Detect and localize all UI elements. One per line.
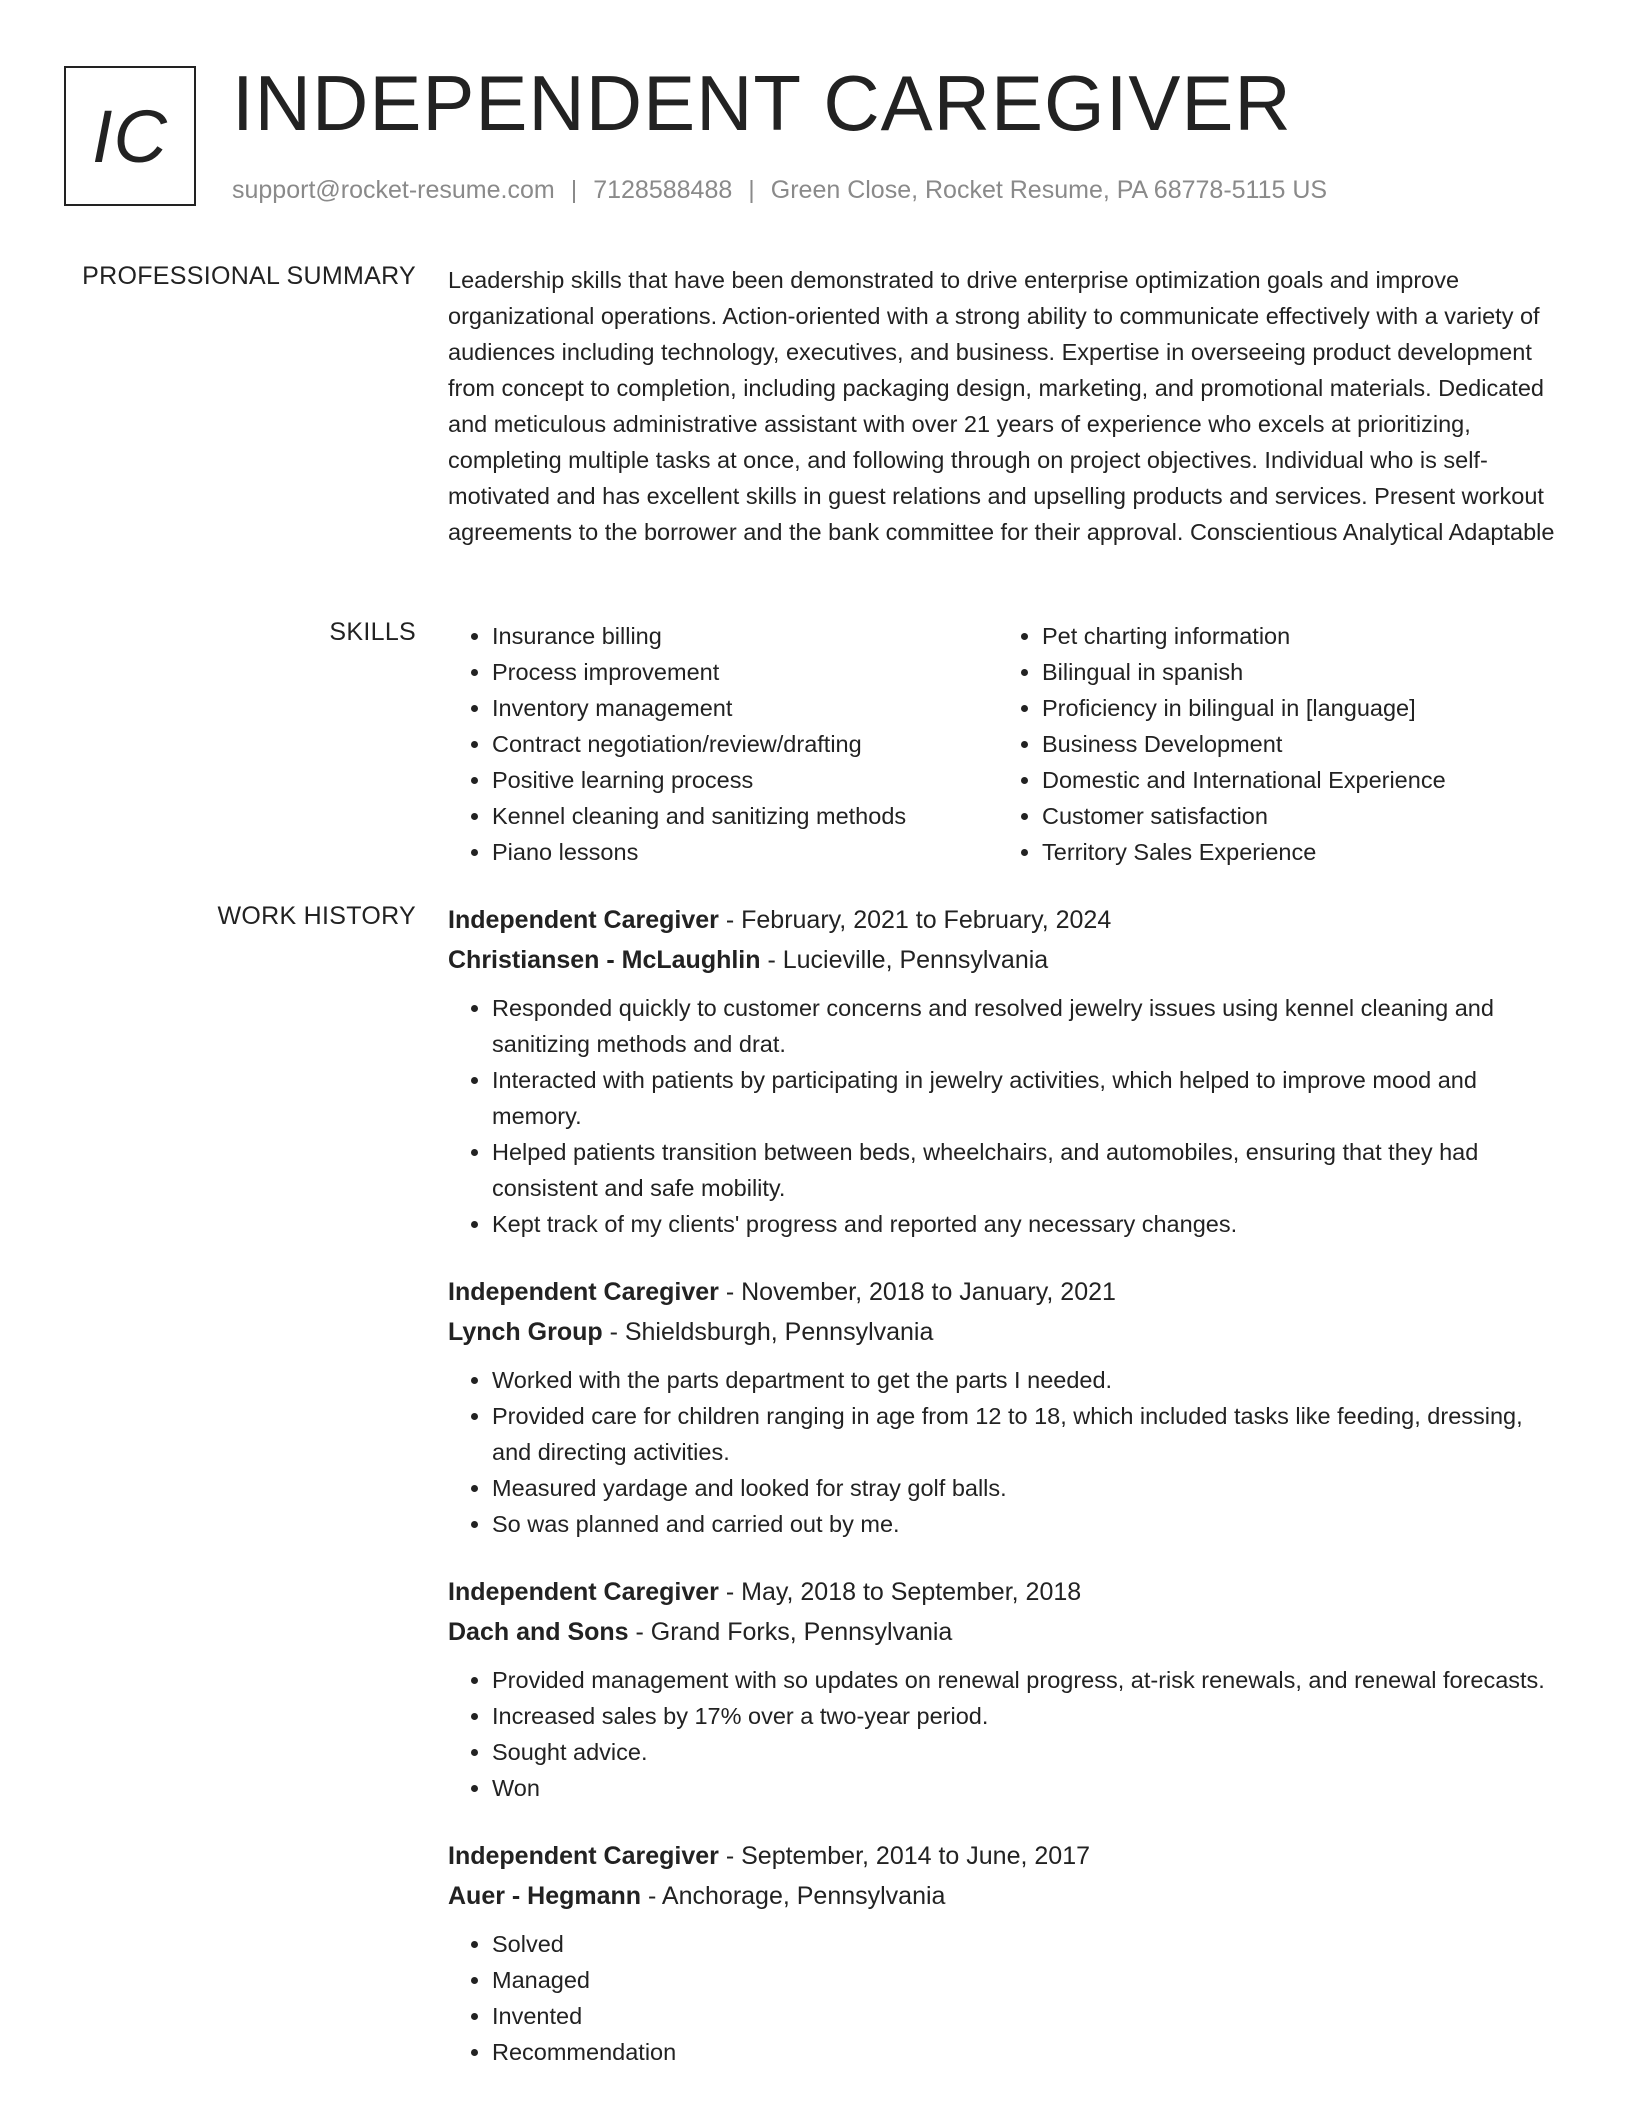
job-title: Independent Caregiver [448, 1278, 719, 1306]
job-company-line [448, 1312, 1568, 1352]
skill-item: • Pet charting information [1042, 618, 1548, 654]
skill-item: • Customer satisfaction [1042, 798, 1548, 834]
skill-item: • Process improvement [492, 654, 998, 690]
job-bullet: • Measured yardage and looked for stray golf balls. [492, 1470, 1568, 1506]
job-company: Auer - Hegmann [448, 1882, 642, 1910]
contact-email[interactable]: support@rocket-resume.com [232, 176, 555, 204]
job-bullet: • Solved [492, 1926, 1568, 1962]
job-title-line [448, 1836, 1568, 1876]
job-location: - Lucieville, Pennsylvania [760, 946, 1049, 974]
job-entry [448, 900, 1568, 1242]
job-title-line [448, 1272, 1568, 1312]
resume-name: INDEPENDENT CAREGIVER [232, 59, 1292, 147]
job-bullet: • Helped patients transition between beds, wheelchairs, and automobiles, ensuring that they had consistent and safe mobility. [492, 1134, 1568, 1206]
job-dates: - February, 2021 to February, 2024 [718, 906, 1112, 934]
skill-item: • Bilingual in spanish [1042, 654, 1548, 690]
skill-item: • Piano lessons [492, 834, 998, 870]
monogram-initials: IC [92, 94, 168, 178]
job-bullet: • Responded quickly to customer concerns and resolved jewelry issues using kennel cleaning and sanitizing methods and drat. [492, 990, 1568, 1062]
job-bullets [448, 1926, 1568, 2070]
skill-item: • Contract negotiation/review/drafting [492, 726, 998, 762]
job-company-line [448, 940, 1568, 980]
skill-item: • Inventory management [492, 690, 998, 726]
job-location: - Shieldsburgh, Pennsylvania [602, 1318, 934, 1346]
skill-item: • Positive learning process [492, 762, 998, 798]
job-bullet: • So was planned and carried out by me. [492, 1506, 1568, 1542]
work-history-label: WORK HISTORY [217, 902, 416, 930]
monogram-badge [64, 66, 196, 206]
contact-phone[interactable]: 7128588488 [593, 176, 733, 204]
work-history-body [448, 900, 1568, 2100]
job-bullet: • Interacted with patients by participating in jewelry activities, which helped to improve mood and memory. [492, 1062, 1568, 1134]
job-company: Dach and Sons [448, 1618, 629, 1646]
job-bullets [448, 990, 1568, 1242]
skill-item: • Insurance billing [492, 618, 998, 654]
job-bullet: • Increased sales by 17% over a two-year period. [492, 1698, 1568, 1734]
job-company-line [448, 1876, 1568, 1916]
job-dates: - September, 2014 to June, 2017 [718, 1842, 1090, 1870]
skills-column-right [998, 618, 1548, 870]
job-company: Lynch Group [448, 1318, 603, 1346]
skill-item: • Domestic and International Experience [1042, 762, 1548, 798]
skill-item: • Territory Sales Experience [1042, 834, 1548, 870]
job-bullet: • Worked with the parts department to get the parts I needed. [492, 1362, 1568, 1398]
job-location: - Anchorage, Pennsylvania [641, 1882, 946, 1910]
job-title-line [448, 900, 1568, 940]
skills-body [448, 618, 1568, 870]
job-entry [448, 1272, 1568, 1542]
skills-list-left [448, 618, 998, 870]
job-company-line [448, 1612, 1568, 1652]
job-bullet: • Provided care for children ranging in age from 12 to 18, which included tasks like feeding, dressing, and directing activities. [492, 1398, 1568, 1470]
job-dates: - May, 2018 to September, 2018 [718, 1578, 1082, 1606]
job-bullet: • Invented [492, 1998, 1568, 2034]
job-bullet: • Sought advice. [492, 1734, 1568, 1770]
job-title-line [448, 1572, 1568, 1612]
job-bullet: • Recommendation [492, 2034, 1568, 2070]
job-dates: - November, 2018 to January, 2021 [718, 1278, 1116, 1306]
skills-columns [448, 618, 1568, 870]
job-bullet: • Kept track of my clients' progress and reported any necessary changes. [492, 1206, 1568, 1242]
skill-item: • Kennel cleaning and sanitizing methods [492, 798, 998, 834]
contact-separator: | [570, 176, 578, 204]
contact-address: Green Close, Rocket Resume, PA 68778-5115 US [770, 176, 1328, 204]
job-bullet: • Provided management with so updates on renewal progress, at-risk renewals, and renewal forecasts. [492, 1662, 1568, 1698]
skills-label: SKILLS [329, 618, 416, 646]
skill-item: • Proficiency in bilingual in [language] [1042, 690, 1548, 726]
skills-list-right [998, 618, 1548, 870]
summary-text: Leadership skills that have been demonstrated to drive enterprise optimization goals and improve organizational operations. Action-oriented with a strong ability to communicate effectively with a variety of audiences including technology, executives, and business. Expertise in overseeing product development from concept to completion, including packaging design, marketing, and promotional materials. Dedicated and meticulous administrative assistant with over 21 years of experience who excels at prioritizing, completing multiple tasks at once, and following through on project objectives. Individual who is self-motivated and has excellent skills in guest relations and upselling products and services. Present workout agreements to the borrower and the bank committee for their approval. Conscientious Analytical Adaptable [448, 267, 1555, 545]
job-title: Independent Caregiver [448, 1842, 719, 1870]
job-entry [448, 1572, 1568, 1806]
job-bullet: • Won [492, 1770, 1568, 1806]
job-bullet: • Managed [492, 1962, 1568, 1998]
job-entry [448, 1836, 1568, 2070]
summary-body [448, 262, 1568, 550]
job-title: Independent Caregiver [448, 906, 719, 934]
job-bullets [448, 1662, 1568, 1806]
job-title: Independent Caregiver [448, 1578, 719, 1606]
job-company: Christiansen - McLaughlin [448, 946, 761, 974]
skill-item: • Business Development [1042, 726, 1548, 762]
job-location: - Grand Forks, Pennsylvania [628, 1618, 953, 1646]
contact-separator: | [748, 176, 755, 204]
contact-line [232, 176, 1327, 205]
skills-column-left [448, 618, 998, 870]
job-bullets [448, 1362, 1568, 1542]
summary-label: PROFESSIONAL SUMMARY [82, 262, 416, 290]
